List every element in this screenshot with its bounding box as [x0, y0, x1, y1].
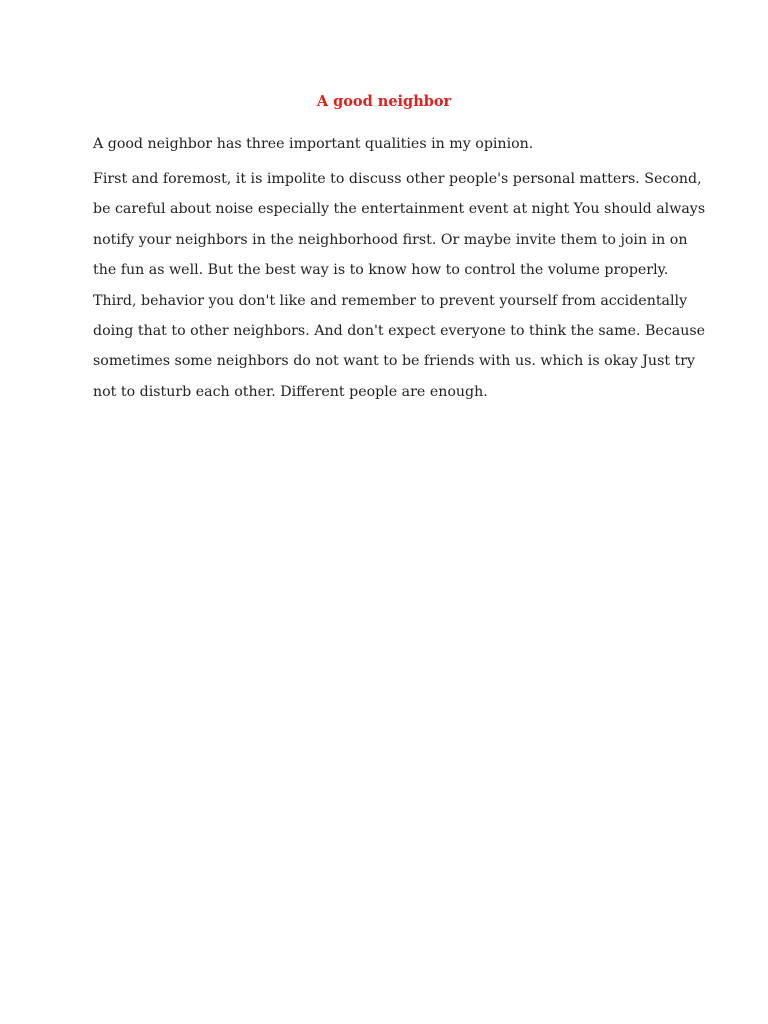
paragraph-line: First and foremost, it is impolite to discuss other people's personal matters. Second, [93, 171, 702, 187]
paragraph-line: Third, behavior you don't like and remember to prevent yourself from accidentally [93, 292, 688, 309]
paragraph-line: the fun as well. But the best way is to know how to control the volume properly. [93, 262, 669, 279]
paragraph-line: notify your neighbors in the neighborhood first. Or maybe invite them to join in on [93, 231, 688, 248]
document-body [93, 133, 706, 407]
main-paragraph [93, 164, 706, 407]
intro-paragraph: A good neighbor has three important qualities in my opinion. [93, 136, 534, 152]
paragraph-line: sometimes some neighbors do not want to be friends with us. which is okay Just try [93, 353, 696, 370]
paragraph-line: not to disturb each other. Different people are enough. [93, 383, 488, 400]
paragraph-line: doing that to other neighbors. And don't expect everyone to think the same. Because [93, 323, 706, 340]
paragraph-line: be careful about noise especially the entertainment event at night You should always [93, 201, 706, 218]
document-title: A good neighbor [316, 93, 452, 110]
